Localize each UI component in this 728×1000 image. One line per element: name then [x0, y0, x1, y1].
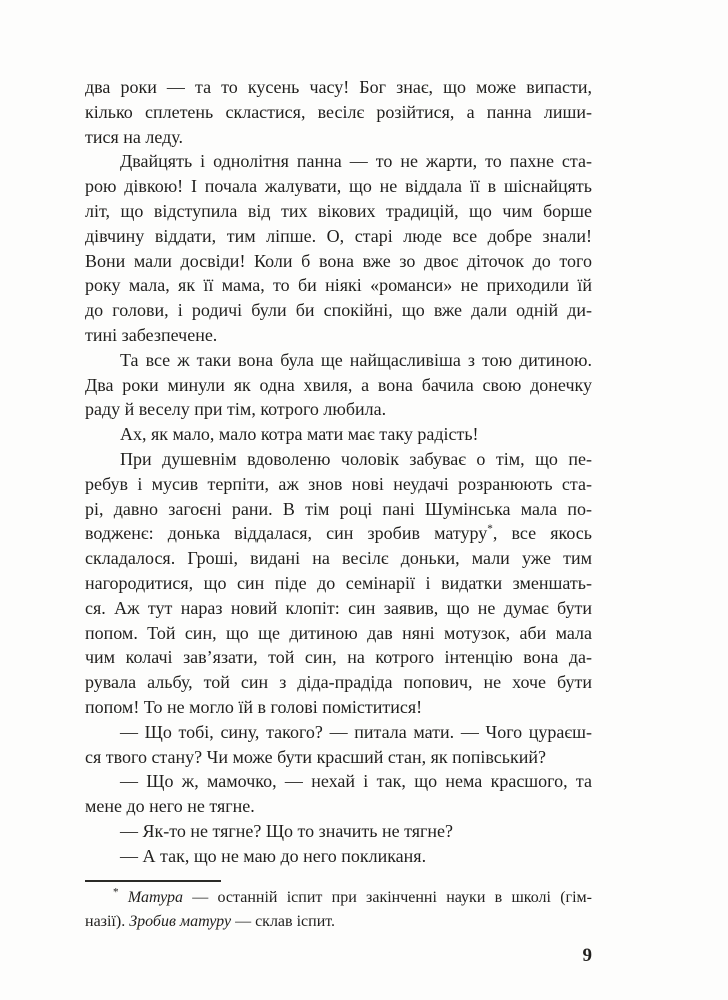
- text-line: раду й веселу при тім, котрого любила.: [85, 399, 387, 420]
- text-line: — Що тобі, сину, такого? — питала мати. — Чого цураєш-: [120, 721, 592, 742]
- text-line: Ах, як мало, мало котра мати має таку радість!: [120, 424, 479, 445]
- text-line: ся. Аж тут нараз новий клопіт: син заявив, що не думає бути: [85, 597, 592, 618]
- text-line: Вони мали досвіди! Коли б вона вже зо двоє діточок до того: [85, 250, 592, 271]
- text-segment: , все якось: [492, 523, 592, 544]
- text-line: дівчину віддати, тим ліпше. О, старі люде все добре знали!: [85, 225, 592, 246]
- text-segment: — склав іспит.: [231, 913, 336, 930]
- text-line: два роки — та то кусень часу! Бог знає, що може випасти,: [85, 77, 592, 97]
- text-line: — Як-то не тягне? Що то значить не тягне?: [120, 820, 453, 841]
- text-line: попом! То не могло їй в голові поміститися!: [85, 696, 423, 717]
- footnote-rule: [85, 880, 221, 882]
- paragraph: [85, 75, 592, 149]
- footnote-marker: *: [487, 523, 493, 536]
- paragraph-dialogue: [85, 844, 592, 869]
- text-line: — Що ж, мамочко, — нехай і так, що нема красшого, та: [120, 771, 592, 792]
- footnote-line: [85, 886, 592, 911]
- text-segment: водженє: донька віддалася, син зробив матуру: [85, 523, 488, 544]
- text-line: попом. Той син, що ще дитиною дав няні мотузок, аби мала: [85, 622, 592, 643]
- text-line: рою дівкою! І почала жалувати, що не віддала її в шіснайцять: [85, 176, 592, 197]
- text-line: тині забезпечене.: [85, 324, 218, 345]
- paragraph: [85, 348, 592, 422]
- footnote-marker: *: [113, 886, 119, 899]
- footnote-text: [85, 886, 592, 935]
- text-line: [85, 521, 592, 546]
- paragraph: [85, 447, 592, 720]
- footnote-term: Зробив матуру: [129, 913, 232, 930]
- paragraph: [85, 422, 592, 447]
- text-line: до голови, і родичі були би спокійні, що вже дали одній ди-: [85, 300, 592, 321]
- text-line: ребув і мусив терпіти, аж знов нові неудачі розранюють ста-: [85, 473, 592, 494]
- footnote-line: [85, 910, 592, 935]
- paragraph-dialogue: [85, 769, 592, 819]
- text-line: складалося. Гроші, видані на весілє доньки, мали уже тим: [85, 548, 592, 569]
- text-line: При душевнім вдоволеню чоловік забуває о тім, що пе-: [120, 448, 592, 469]
- text-line: мене до него не тягне.: [85, 796, 255, 817]
- text-line: рувала альбу, той син з діда-прадіда попович, не хоче бути: [85, 672, 592, 693]
- text-line: — А так, що не маю до него покликаня.: [120, 845, 427, 866]
- page-number: 9: [582, 944, 592, 966]
- text-line: чим колачі зав’язати, той син, на котрого інтенцію вона да-: [85, 647, 592, 668]
- paragraph-dialogue: [85, 720, 592, 770]
- text-line: Та все ж таки вона була ще найщасливіша з тою дитиною.: [120, 349, 592, 370]
- text-line: Два роки минули як одна хвиля, а вона бачила свою донечку: [85, 374, 592, 395]
- text-line: ся твого стану? Чи може бути красший стан, як попівський?: [85, 746, 546, 767]
- text-line: літ, що відступила від тих вікових традицій, що чим борше: [85, 200, 592, 221]
- text-line: рі, давно загоєні рани. В тім році пані Шумінська мала по-: [85, 498, 592, 519]
- text-segment: — останній іспит при закінченні науки в школі (гім-: [183, 888, 592, 906]
- text-segment: назії).: [85, 913, 130, 930]
- text-line: Двайцять і однолітня панна — то не жарти, то пахне ста-: [120, 151, 592, 172]
- text-line: тися на леду.: [85, 126, 183, 147]
- paragraph: [85, 149, 592, 347]
- footnote-term: Матура: [127, 888, 184, 906]
- text-line: року мала, як її мама, то би ніякі «романси» не приходили їй: [85, 275, 592, 296]
- body-text: [85, 75, 592, 968]
- text-line: нагородитися, що син піде до семінарії і видатки зменшать-: [85, 572, 592, 593]
- text-line: кілько сплетень скластися, весілє розійтися, а панна лиши-: [85, 101, 592, 122]
- paragraph-dialogue: [85, 819, 592, 844]
- footnote: [85, 880, 592, 935]
